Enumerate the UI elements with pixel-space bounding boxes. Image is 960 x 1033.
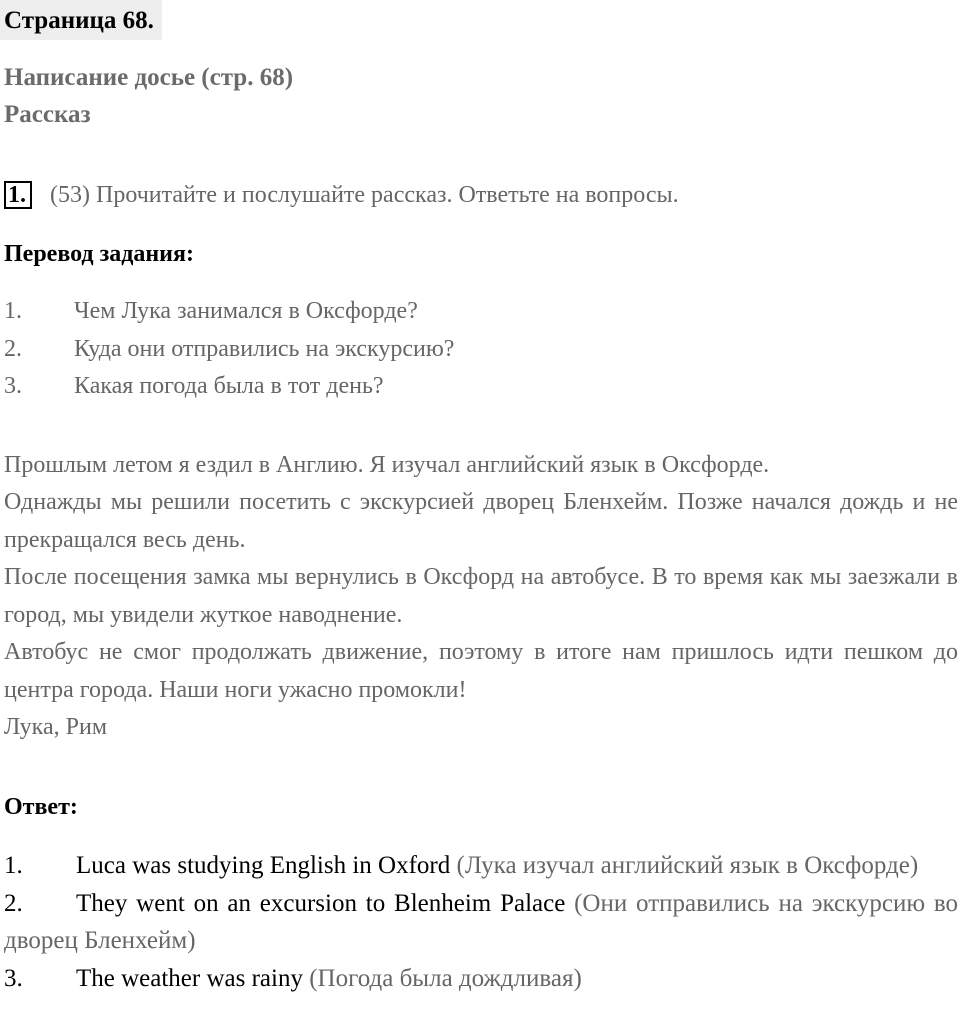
question-number: 2. [4,336,22,362]
story-text [4,448,958,747]
story-paragraph: Прошлым летом я ездил в Англию. Я изучал английский язык в Оксфорде. [4,452,770,478]
story-paragraph: Автобус не смог продолжать движение, поэтому в итоге нам пришлось идти пешком до центра города. Наши ноги ужасно промокли! [4,639,958,703]
answer-russian: (Они отправились на экскурсию во дворец Бленхейм) [4,889,958,954]
question-text: Чем Лука занимался в Оксфорде? [74,298,418,324]
answer-russian: (Лука изучал английский язык в Оксфорде) [456,852,919,879]
answer-english: They went on an excursion to Blenheim Palace [76,889,566,917]
answer-number: 1. [4,852,23,879]
answer-english: Luca was studying English in Oxford [76,852,451,879]
answer-heading: Ответ: [4,794,78,820]
section-title: Написание досье (стр. 68) [4,64,294,91]
answer-item [4,847,958,885]
answer-number: 2. [4,889,23,917]
answer-russian: (Погода была дождливая) [309,964,582,992]
answer-list [4,847,958,997]
question-item [4,371,384,401]
task-number-box: 1. [4,181,32,209]
answer-number: 3. [4,964,23,992]
question-item [4,296,418,326]
question-number: 1. [4,298,22,324]
question-text: Какая погода была в тот день? [74,373,384,399]
section-subtitle: Рассказ [4,101,91,128]
answer-english: The weather was rainy [76,964,303,992]
task-text: (53) Прочитайте и послушайте рассказ. Ответьте на вопросы. [50,182,679,208]
translation-heading: Перевод задания: [4,241,194,267]
answer-item [4,960,958,998]
question-text: Куда они отправились на экскурсию? [74,336,455,362]
question-item [4,334,454,364]
story-paragraph: Однажды мы решили посетить с экскурсией дворец Бленхейм. Позже начался дождь и не прекращался весь день. [4,489,958,553]
answer-item [4,885,958,960]
question-number: 3. [4,373,22,399]
page-title: Страница 68. [0,0,162,40]
story-signature: Лука, Рим [4,714,108,740]
story-paragraph: После посещения замка мы вернулись в Оксфорд на автобусе. В то время как мы заезжали в город, мы увидели жуткое наводнение. [4,564,958,628]
task-line [4,180,679,210]
